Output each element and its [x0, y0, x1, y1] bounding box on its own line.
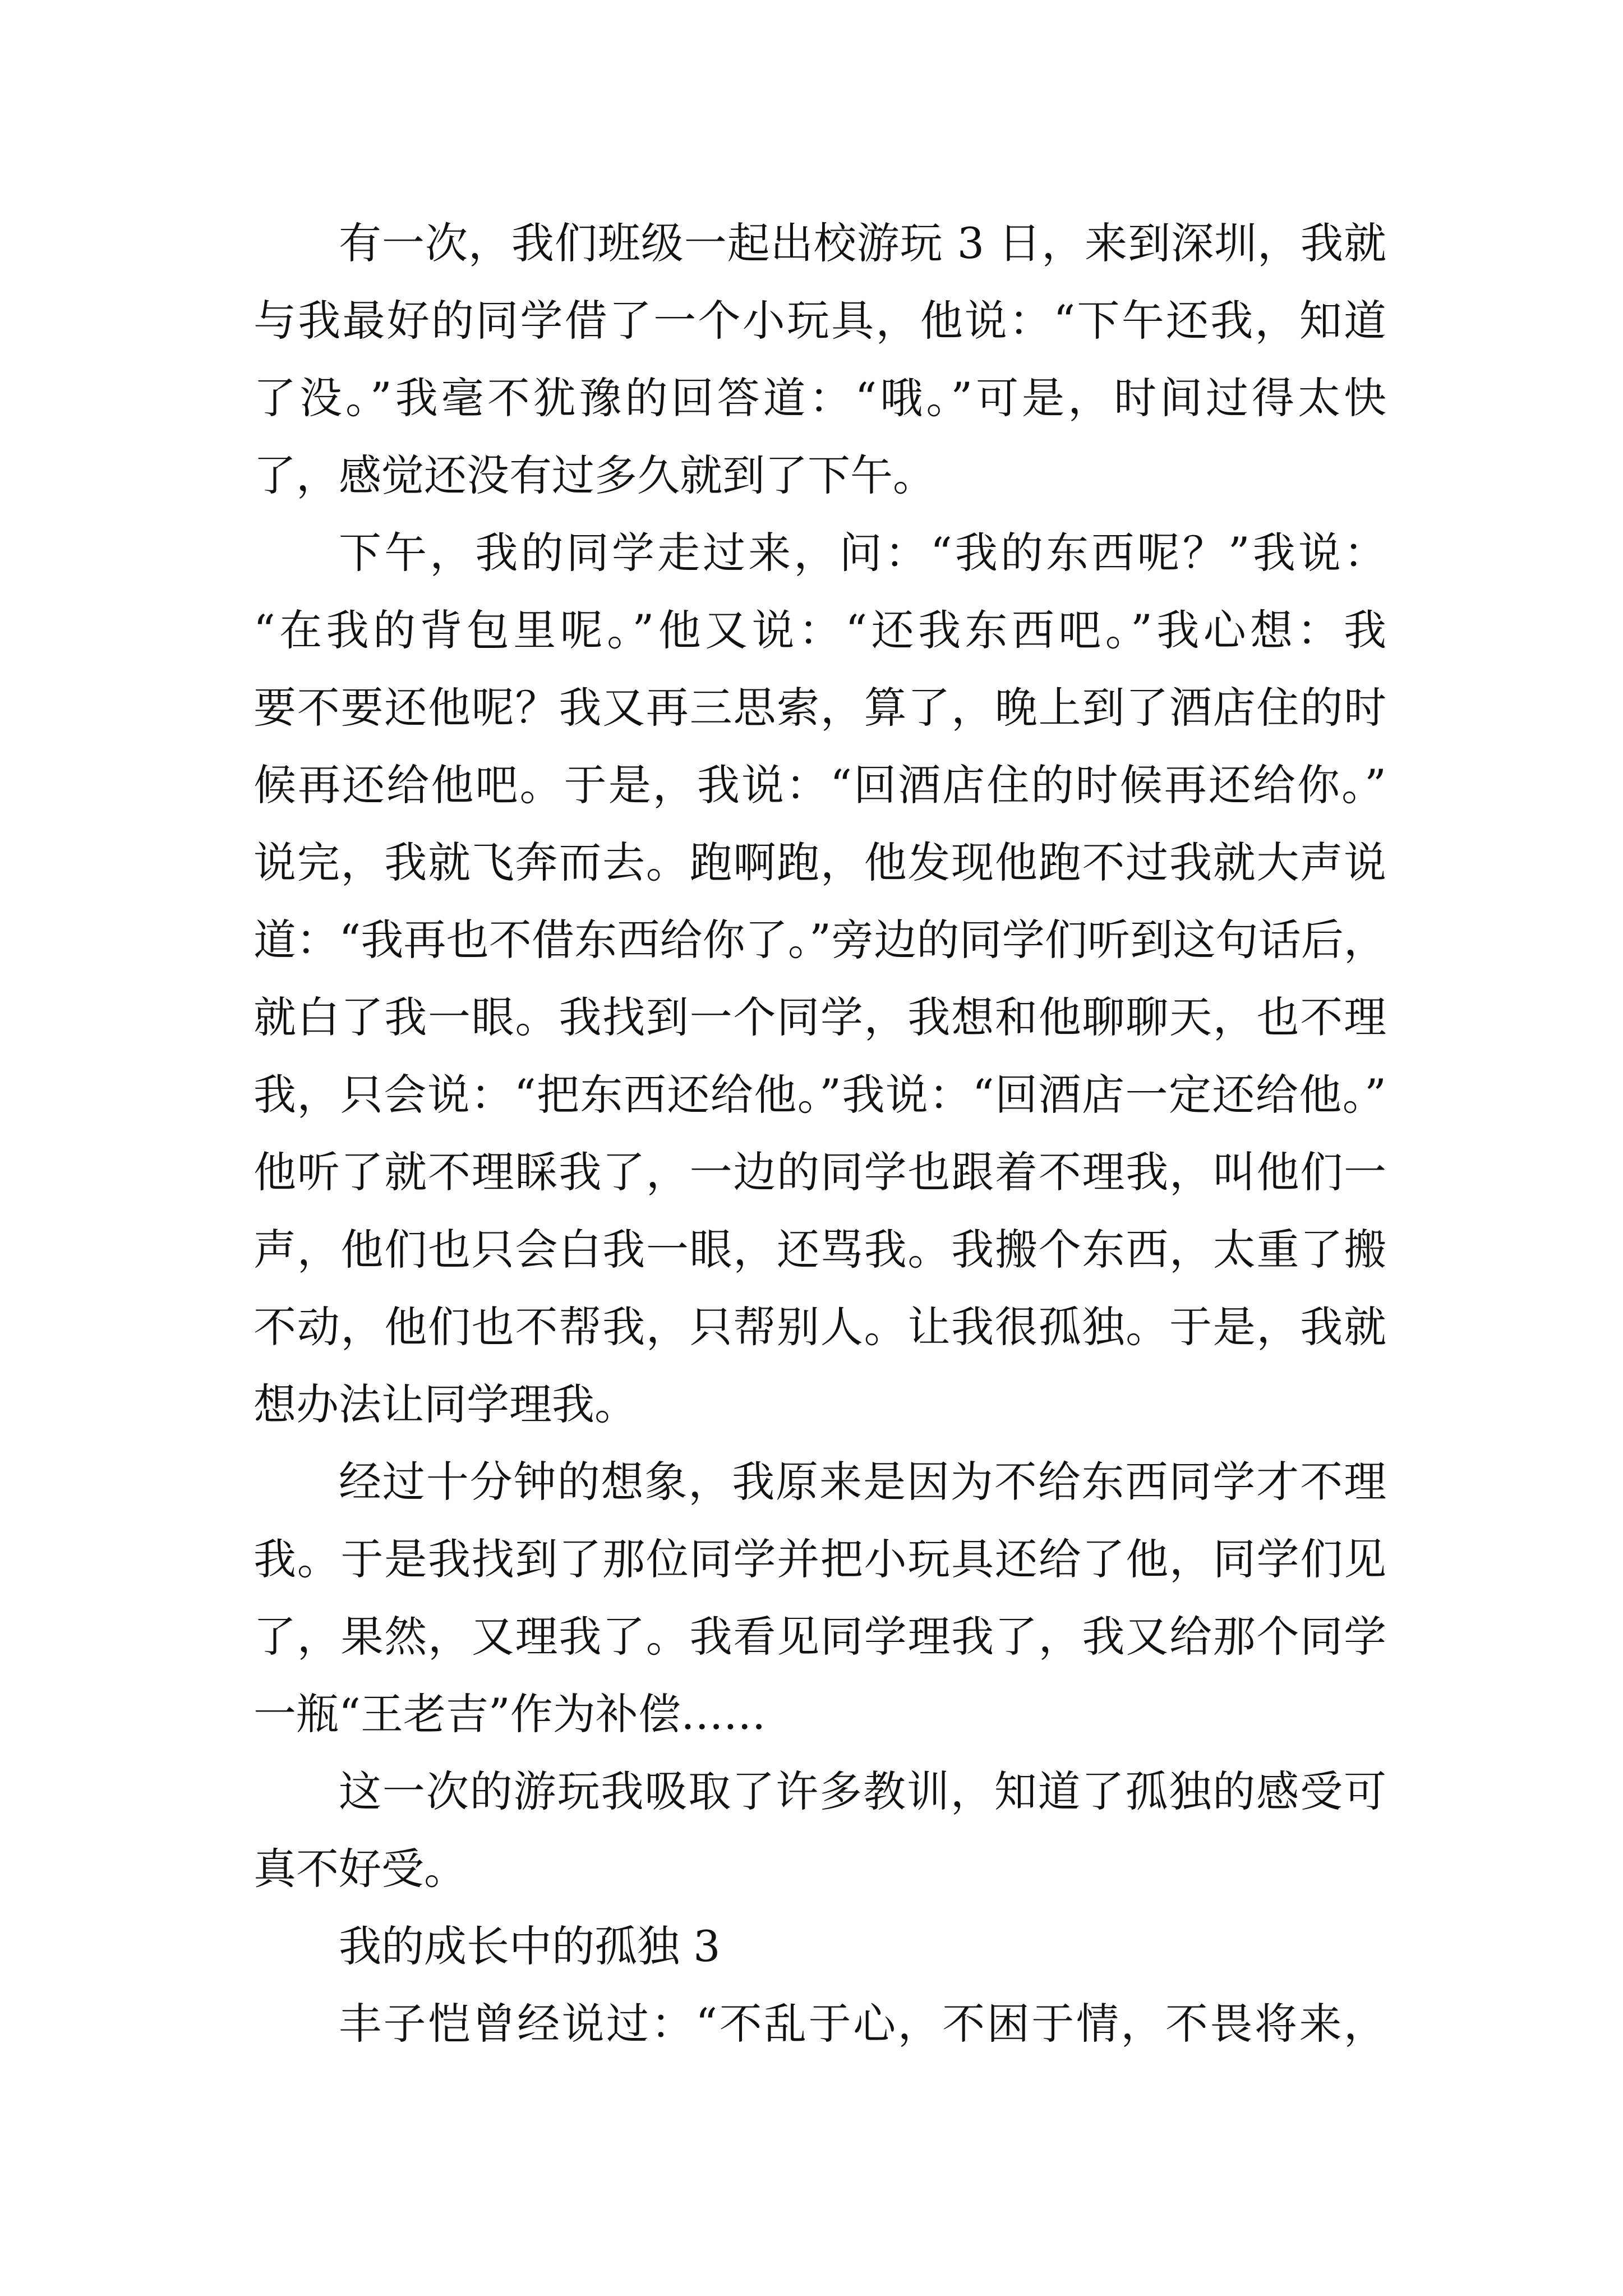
- text-line: [253, 1289, 1386, 1366]
- text-line: [253, 824, 1386, 901]
- text-line: [253, 205, 1386, 282]
- text-line: [253, 360, 1386, 437]
- paragraph: [253, 1443, 1386, 1753]
- text-line: [253, 1521, 1386, 1598]
- text-line: [253, 1753, 1386, 1830]
- text-line: [253, 1598, 1386, 1676]
- line-text: 候再还给他吧。于是，我说：“回酒店住的时候再还给你。”: [253, 760, 1386, 810]
- line-text: 了没。”我毫不犹豫的回答道：“哦。”可是，时间过得太快: [253, 373, 1386, 423]
- line-text: 我。于是我找到了那位同学并把小玩具还给了他，同学们见: [253, 1534, 1386, 1584]
- text-line: [253, 1443, 1386, 1521]
- paragraph: [253, 514, 1386, 1443]
- text-line: [253, 514, 1386, 592]
- line-text: 了，感觉还没有过多久就到了下午。: [253, 450, 935, 500]
- text-line: [253, 669, 1386, 747]
- line-text: 我的成长中的孤独 3: [339, 1921, 721, 1971]
- paragraph: [253, 205, 1386, 514]
- text-line: [253, 1056, 1386, 1134]
- text-line: [253, 437, 1386, 514]
- line-text: 下午，我的同学走过来，问：“我的东西呢？”我说：: [339, 528, 1386, 578]
- text-line: [253, 1676, 1386, 1753]
- line-text: 他听了就不理睬我了，一边的同学也跟着不理我，叫他们一: [253, 1147, 1386, 1197]
- line-text: 道：“我再也不借东西给你了。”旁边的同学们听到这句话后，: [253, 915, 1386, 965]
- line-text: 了，果然，又理我了。我看见同学理我了，我又给那个同学: [253, 1612, 1386, 1662]
- line-text: 一瓶“王老吉”作为补偿……: [253, 1689, 766, 1739]
- text-line: [253, 282, 1386, 360]
- line-text: 想办法让同学理我。: [253, 1379, 637, 1429]
- line-text: 经过十分钟的想象，我原来是因为不给东西同学才不理: [339, 1457, 1386, 1507]
- text-line: [253, 1366, 1386, 1443]
- line-text: 就白了我一眼。我找到一个同学，我想和他聊聊天，也不理: [253, 992, 1386, 1042]
- line-text: 丰子恺曾经说过：“不乱于心，不困于情，不畏将来，: [339, 1999, 1386, 2049]
- line-text: 说完，我就飞奔而去。跑啊跑，他发现他跑不过我就大声说: [253, 838, 1386, 887]
- line-text: 不动，他们也不帮我，只帮别人。让我很孤独。于是，我就: [253, 1302, 1386, 1352]
- paragraph: [253, 1985, 1386, 2063]
- text-line: [253, 592, 1386, 669]
- text-line: [253, 1830, 1386, 1908]
- document-body: [253, 205, 1386, 2063]
- text-line: [253, 1211, 1386, 1289]
- text-line: [253, 901, 1386, 979]
- line-text: 与我最好的同学借了一个小玩具，他说：“下午还我，知道: [253, 296, 1386, 346]
- line-text: “在我的背包里呢。”他又说：“还我东西吧。”我心想：我: [253, 605, 1386, 655]
- line-text: 这一次的游玩我吸取了许多教训，知道了孤独的感受可: [339, 1766, 1386, 1816]
- essay-title: [253, 1908, 1386, 1985]
- line-text: 要不要还他呢？我又再三思索，算了，晚上到了酒店住的时: [253, 683, 1386, 733]
- paragraph: [253, 1753, 1386, 1908]
- line-text: 声，他们也只会白我一眼，还骂我。我搬个东西，太重了搬: [253, 1225, 1386, 1274]
- line-text: 有一次，我们班级一起出校游玩 3 日，来到深圳，我就: [339, 218, 1386, 268]
- line-text: 我，只会说：“把东西还给他。”我说：“回酒店一定还给他。”: [253, 1070, 1386, 1120]
- text-line: [253, 979, 1386, 1056]
- text-line: [253, 1908, 1386, 1985]
- text-line: [253, 747, 1386, 824]
- line-text: 真不好受。: [253, 1844, 467, 1894]
- text-line: [253, 1134, 1386, 1211]
- text-line: [253, 1985, 1386, 2063]
